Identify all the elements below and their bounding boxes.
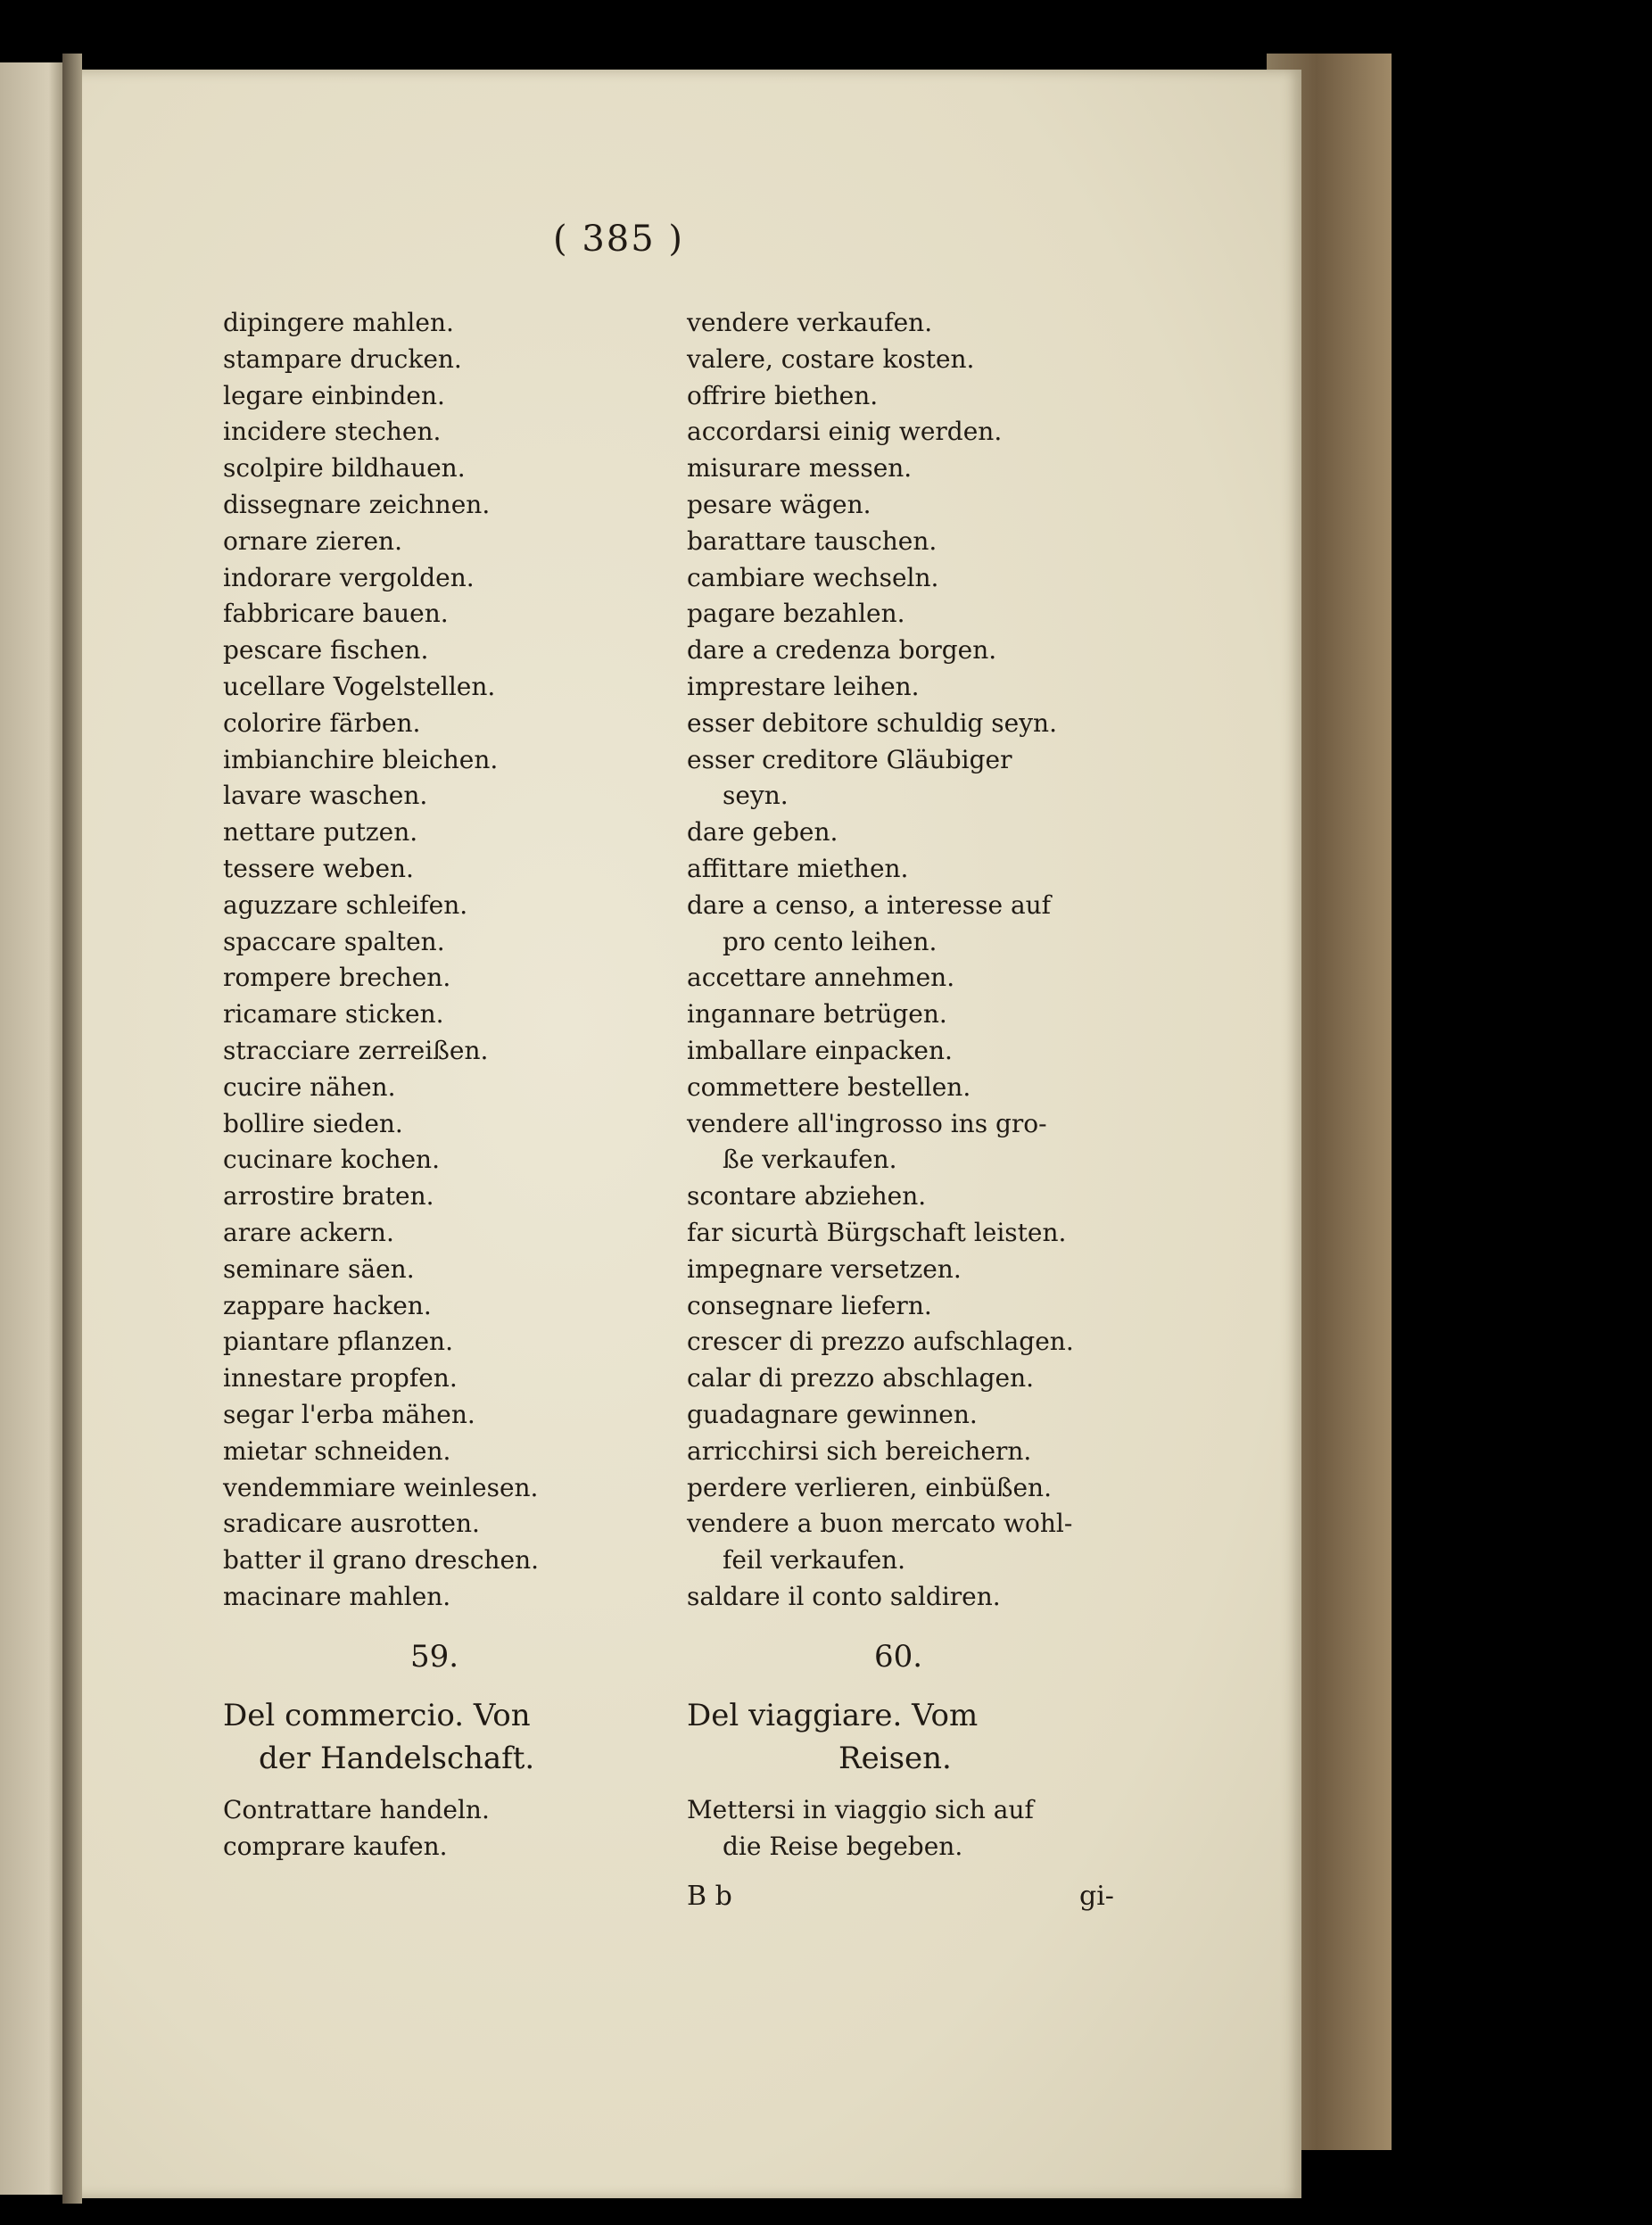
entry: comprare kaufen.: [223, 1832, 448, 1862]
entry: esser creditore Gläubiger: [687, 744, 1012, 774]
entry: cambiare wechseln.: [687, 562, 939, 592]
entry: mietar schneiden.: [223, 1435, 451, 1466]
entry: accettare annehmen.: [687, 963, 955, 993]
entry: colorire färben.: [223, 707, 421, 738]
entry: nettare putzen.: [223, 817, 418, 848]
section-number: 59.: [410, 1638, 459, 1675]
entry: lavare waschen.: [223, 781, 428, 811]
entry: guadagnare gewinnen.: [687, 1399, 978, 1429]
entry: stampare drucken.: [223, 343, 462, 374]
entry: dare geben.: [687, 817, 838, 848]
entry: affittare miethen.: [687, 853, 909, 883]
entry: fabbricare bauen.: [223, 599, 449, 629]
entry: impegnare versetzen.: [687, 1253, 962, 1284]
entry: aguzzare schleifen.: [223, 889, 468, 920]
entry: incidere stechen.: [223, 417, 442, 447]
entry: batter il grano dreschen.: [223, 1545, 540, 1576]
entry: ricamare sticken.: [223, 999, 444, 1030]
section-heading: Del viaggiare. Vom: [687, 1698, 979, 1734]
entry: zappare hacken.: [223, 1290, 432, 1320]
entry: stracciare zerreißen.: [223, 1035, 489, 1065]
entry: bollire sieden.: [223, 1108, 403, 1138]
entry: scontare abziehen.: [687, 1181, 927, 1212]
entry: dare a credenza borgen.: [687, 635, 997, 666]
entry: pesare wägen.: [687, 489, 871, 519]
entry: vendere a buon mercato wohl-: [687, 1509, 1073, 1539]
entry: arrostire braten.: [223, 1181, 434, 1212]
signature-mark: B b: [687, 1881, 732, 1912]
entry: consegnare liefern.: [687, 1290, 932, 1320]
entry: seminare säen.: [223, 1253, 415, 1284]
entry: legare einbinden.: [223, 380, 445, 410]
entry: vendere verkaufen.: [687, 308, 933, 337]
entry: spaccare spalten.: [223, 926, 445, 956]
entry: arare ackern.: [223, 1217, 394, 1247]
entry: dare a censo, a interesse auf: [687, 889, 1052, 920]
entry: pescare fischen.: [223, 635, 429, 666]
entry: vendere all'ingrosso ins gro-: [687, 1108, 1047, 1138]
entry: piantare pflanzen.: [223, 1327, 453, 1357]
left-page-edge: [0, 62, 70, 2195]
section-number: 60.: [874, 1638, 923, 1675]
entry-continued: pro cento leihen.: [723, 926, 938, 956]
entry: scolpire bildhauen.: [223, 453, 466, 484]
section-heading-continued: Reisen.: [838, 1741, 952, 1777]
entry: cucinare kochen.: [223, 1145, 440, 1175]
entry: sradicare ausrotten.: [223, 1509, 480, 1539]
section-heading-continued: der Handelschaft.: [259, 1741, 535, 1777]
entry: offrire biethen.: [687, 380, 879, 410]
entry: arricchirsi sich bereichern.: [687, 1435, 1032, 1466]
entry: tessere weben.: [223, 853, 414, 883]
entry: segar l'erba mähen.: [223, 1399, 475, 1429]
entry-continued: seyn.: [723, 781, 789, 811]
entry: Mettersi in viaggio sich auf: [687, 1795, 1034, 1825]
entry: calar di prezzo abschlagen.: [687, 1363, 1035, 1394]
entry: misurare messen.: [687, 453, 913, 484]
right-column: [687, 305, 1133, 1865]
entry: vendemmiare weinlesen.: [223, 1472, 539, 1502]
entry: imprestare leihen.: [687, 671, 920, 701]
entry: dipingere mahlen.: [223, 308, 454, 337]
section-heading: Del commercio. Von: [223, 1698, 531, 1734]
left-column: [223, 305, 642, 1865]
entry: imbianchire bleichen.: [223, 744, 499, 774]
entry: innestare propfen.: [223, 1363, 458, 1394]
entry: ingannare betrügen.: [687, 999, 947, 1030]
entry-continued: ße verkaufen.: [723, 1145, 897, 1175]
entry: accordarsi einig werden.: [687, 417, 1003, 447]
entry: imballare einpacken.: [687, 1035, 953, 1065]
entry: esser debitore schuldig seyn.: [687, 707, 1057, 738]
entry: barattare tauschen.: [687, 525, 938, 556]
entry: ornare zieren.: [223, 525, 402, 556]
page-number: ( 385 ): [553, 219, 684, 260]
entry: valere, costare kosten.: [687, 343, 975, 374]
entry-continued: die Reise begeben.: [723, 1832, 963, 1862]
entry: macinare mahlen.: [223, 1581, 451, 1611]
entry: ucellare Vogelstellen.: [223, 671, 496, 701]
entry: saldare il conto saldiren.: [687, 1581, 1001, 1611]
entry: cucire nähen.: [223, 1071, 396, 1102]
gutter: [62, 54, 82, 2204]
entry: dissegnare zeichnen.: [223, 489, 491, 519]
entry: far sicurtà Bürgschaft leisten.: [687, 1217, 1067, 1247]
entry-continued: feil verkaufen.: [723, 1545, 906, 1576]
entry: indorare vergolden.: [223, 562, 475, 592]
catchword: gi-: [1079, 1881, 1114, 1912]
entry: commettere bestellen.: [687, 1071, 971, 1102]
entry: perdere verlieren, einbüßen.: [687, 1472, 1052, 1502]
entry: rompere brechen.: [223, 963, 451, 993]
entry: pagare bezahlen.: [687, 599, 905, 629]
entry: crescer di prezzo aufschlagen.: [687, 1327, 1074, 1357]
entry: Contrattare handeln.: [223, 1795, 490, 1825]
